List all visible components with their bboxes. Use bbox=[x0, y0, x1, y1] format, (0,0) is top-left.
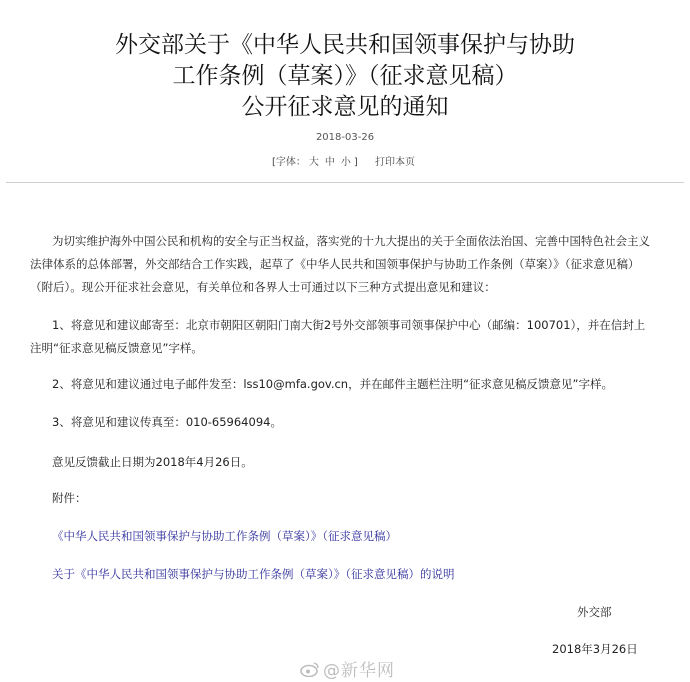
font-size-label-prefix: [字体： bbox=[272, 157, 306, 168]
watermark-text: @新华网 bbox=[323, 661, 395, 681]
weibo-logo-icon bbox=[300, 661, 320, 682]
signature-org: 外交部 bbox=[577, 605, 612, 619]
intro-line-3: （附后）。现公开征求社会意见，有关单位和各界人士可通过以下三种方式提出意见和建议： bbox=[30, 280, 496, 294]
item-2-paragraph: 2、将意见和建议通过电子邮件发至：lss10@mfa.gov.cn，并在邮件主题栏注明“征求意见稿反馈意见”字样。 bbox=[52, 377, 614, 391]
xinhua-watermark bbox=[300, 656, 395, 682]
page-title bbox=[0, 30, 690, 123]
print-page-link[interactable]: 打印本页 bbox=[375, 157, 415, 168]
item-3-paragraph: 3、将意见和建议传真至：010-65964094。 bbox=[52, 415, 282, 429]
font-size-medium-link[interactable]: 中 bbox=[324, 157, 335, 168]
font-size-small-link[interactable]: 小 bbox=[340, 157, 351, 168]
title-line-2: 工作条例（草案）》（征求意见稿） bbox=[172, 63, 518, 89]
intro-paragraph bbox=[30, 230, 670, 299]
title-line-3: 公开征求意见的通知 bbox=[241, 94, 449, 120]
font-size-label-suffix: ] bbox=[353, 157, 358, 168]
font-size-large-link[interactable]: 大 bbox=[308, 157, 319, 168]
item-1-paragraph bbox=[30, 314, 670, 360]
signature-date: 2018年3月26日 bbox=[552, 642, 638, 656]
article-tools bbox=[0, 153, 690, 168]
publish-date: 2018-03-26 bbox=[315, 132, 375, 143]
item-1-line-1: 1、将意见和建议邮寄至：北京市朝阳区朝阳门南大街2号外交部领事司领事保护中心（邮编：100701），并在信封上 bbox=[52, 318, 646, 332]
attachment-link-1[interactable]: 《中华人民共和国领事保护与协助工作条例（草案）》（征求意见稿） bbox=[52, 529, 397, 543]
intro-line-1: 为切实维护海外中国公民和机构的安全与正当权益，落实党的十九大提出的关于全面依法治国、完善中国特色社会主义 bbox=[52, 234, 650, 248]
attachment-label: 附件： bbox=[52, 491, 87, 505]
item-1-line-2: 注明“征求意见稿反馈意见”字样。 bbox=[30, 341, 203, 355]
title-divider bbox=[6, 182, 684, 183]
title-line-1: 外交部关于《中华人民共和国领事保护与协助 bbox=[115, 32, 575, 58]
intro-line-2: 法律体系的总体部署，外交部结合工作实践，起草了《中华人民共和国领事保护与协助工作条例（草案）》（征求意见稿） bbox=[30, 257, 640, 271]
deadline-text: 意见反馈截止日期为2018年4月26日。 bbox=[52, 455, 253, 469]
attachment-link-2[interactable]: 关于《中华人民共和国领事保护与协助工作条例（草案）》（征求意见稿）的说明 bbox=[52, 567, 455, 581]
